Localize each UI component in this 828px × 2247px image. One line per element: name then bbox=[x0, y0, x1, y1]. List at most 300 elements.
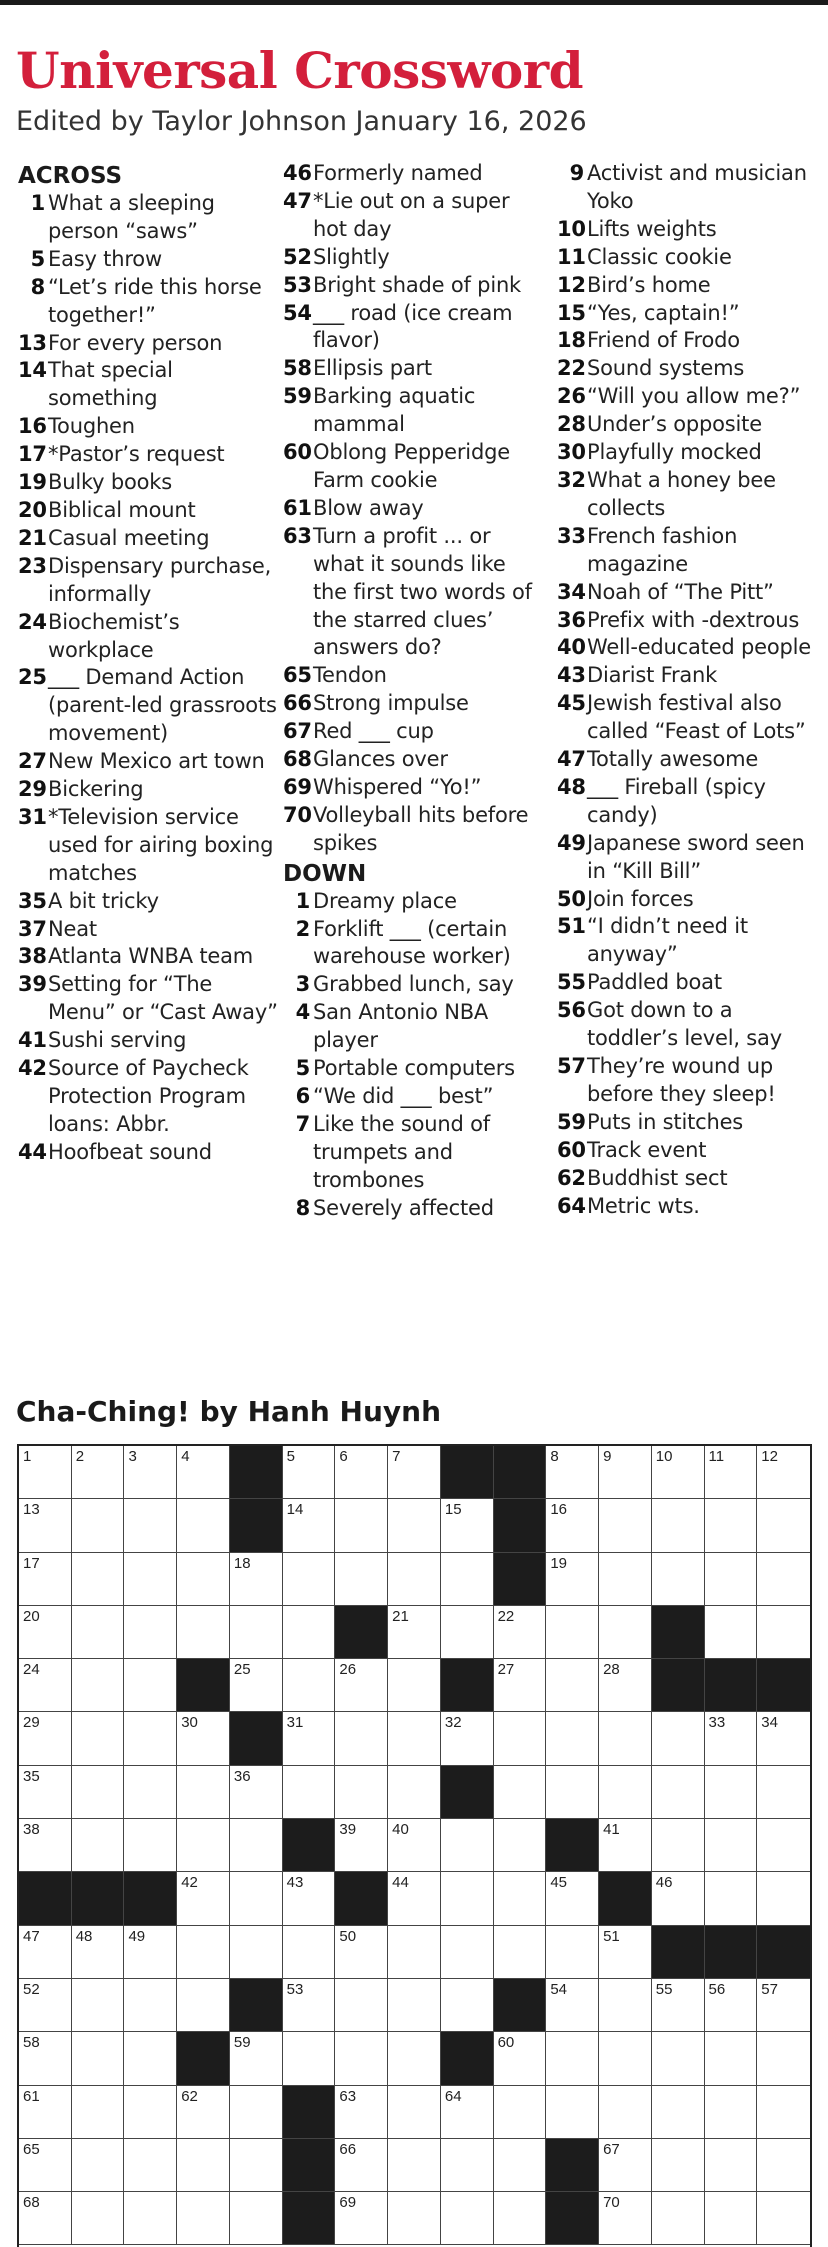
grid-cell[interactable] bbox=[283, 1872, 336, 1925]
clue-item[interactable] bbox=[557, 1193, 819, 1221]
clue-item[interactable] bbox=[18, 776, 280, 804]
grid-cell[interactable] bbox=[494, 1606, 547, 1659]
grid-cell[interactable] bbox=[494, 2032, 547, 2085]
grid-cell[interactable] bbox=[230, 2192, 283, 2245]
clue-item[interactable] bbox=[557, 216, 819, 244]
clue-item[interactable] bbox=[18, 553, 280, 609]
grid-cell[interactable] bbox=[19, 1766, 72, 1819]
clue-item[interactable] bbox=[557, 160, 819, 216]
clue-item[interactable] bbox=[283, 999, 545, 1055]
grid-cell[interactable] bbox=[441, 2086, 494, 2139]
grid-cell[interactable] bbox=[124, 2192, 177, 2245]
grid-cell[interactable] bbox=[441, 1926, 494, 1979]
grid-cell[interactable] bbox=[230, 1819, 283, 1872]
grid-cell[interactable] bbox=[177, 1606, 230, 1659]
clue-item[interactable] bbox=[18, 330, 280, 358]
clue-item[interactable] bbox=[557, 1053, 819, 1109]
grid-cell[interactable] bbox=[124, 2139, 177, 2192]
grid-cell[interactable] bbox=[388, 1872, 441, 1925]
grid-cell[interactable] bbox=[72, 2139, 125, 2192]
grid-cell[interactable] bbox=[494, 2086, 547, 2139]
clue-item[interactable] bbox=[557, 411, 819, 439]
clue-item[interactable] bbox=[18, 1027, 280, 1055]
grid-cell[interactable] bbox=[599, 1766, 652, 1819]
grid-cell[interactable] bbox=[177, 1979, 230, 2032]
clue-item[interactable] bbox=[18, 413, 280, 441]
grid-cell[interactable] bbox=[652, 1979, 705, 2032]
clue-item[interactable] bbox=[18, 357, 280, 413]
clue-item[interactable] bbox=[283, 495, 545, 523]
clue-item[interactable] bbox=[557, 300, 819, 328]
grid-cell[interactable] bbox=[72, 1712, 125, 1765]
grid-cell[interactable] bbox=[705, 2032, 758, 2085]
clue-item[interactable] bbox=[283, 916, 545, 972]
grid-cell[interactable] bbox=[652, 1446, 705, 1499]
clue-item[interactable] bbox=[557, 997, 819, 1053]
grid-cell[interactable] bbox=[546, 1606, 599, 1659]
grid-cell[interactable] bbox=[230, 1872, 283, 1925]
clue-item[interactable] bbox=[18, 1139, 280, 1167]
grid-cell[interactable] bbox=[705, 1872, 758, 1925]
clue-item[interactable] bbox=[557, 1137, 819, 1165]
clue-item[interactable] bbox=[557, 467, 819, 523]
grid-cell[interactable] bbox=[546, 1926, 599, 1979]
grid-cell[interactable] bbox=[546, 1872, 599, 1925]
clue-item[interactable] bbox=[557, 886, 819, 914]
grid-cell[interactable] bbox=[335, 1712, 388, 1765]
clue-item[interactable] bbox=[557, 327, 819, 355]
grid-cell[interactable] bbox=[441, 1979, 494, 2032]
grid-cell[interactable] bbox=[72, 1766, 125, 1819]
grid-cell[interactable] bbox=[388, 1819, 441, 1872]
grid-cell[interactable] bbox=[599, 2086, 652, 2139]
grid-cell[interactable] bbox=[652, 1553, 705, 1606]
clue-item[interactable] bbox=[18, 441, 280, 469]
grid-cell[interactable] bbox=[494, 1659, 547, 1712]
grid-cell[interactable] bbox=[441, 1553, 494, 1606]
grid-cell[interactable] bbox=[546, 1499, 599, 1552]
grid-cell[interactable] bbox=[652, 1872, 705, 1925]
grid-cell[interactable] bbox=[388, 1926, 441, 1979]
grid-cell[interactable] bbox=[546, 1712, 599, 1765]
grid-block bbox=[230, 1712, 283, 1765]
clue-item[interactable] bbox=[283, 774, 545, 802]
clue-item[interactable] bbox=[283, 272, 545, 300]
grid-cell[interactable] bbox=[72, 1979, 125, 2032]
grid-cell[interactable] bbox=[705, 1766, 758, 1819]
clue-item[interactable] bbox=[557, 746, 819, 774]
grid-cell[interactable] bbox=[599, 1979, 652, 2032]
clue-text: Blow away bbox=[313, 495, 424, 520]
grid-cell[interactable] bbox=[19, 1926, 72, 1979]
clue-item[interactable] bbox=[283, 523, 545, 663]
clue-item[interactable] bbox=[18, 609, 280, 665]
grid-cell[interactable] bbox=[124, 1553, 177, 1606]
grid-cell[interactable] bbox=[124, 2086, 177, 2139]
grid-cell[interactable] bbox=[705, 1446, 758, 1499]
grid-cell[interactable] bbox=[19, 1606, 72, 1659]
clue-number: 50 bbox=[557, 886, 586, 911]
grid-cell[interactable] bbox=[19, 1553, 72, 1606]
clue-item[interactable] bbox=[557, 272, 819, 300]
clue-item[interactable] bbox=[557, 579, 819, 607]
clue-item[interactable] bbox=[557, 244, 819, 272]
clue-item[interactable] bbox=[18, 274, 280, 330]
grid-block bbox=[494, 1446, 547, 1499]
grid-cell[interactable] bbox=[757, 1606, 810, 1659]
grid-cell[interactable] bbox=[177, 2192, 230, 2245]
grid-cell[interactable] bbox=[494, 1872, 547, 1925]
grid-cell[interactable] bbox=[283, 1606, 336, 1659]
clue-item[interactable] bbox=[557, 774, 819, 830]
clue-item[interactable] bbox=[283, 439, 545, 495]
clue-item[interactable] bbox=[557, 523, 819, 579]
grid-cell[interactable] bbox=[124, 1499, 177, 1552]
clue-item[interactable] bbox=[283, 355, 545, 383]
grid-cell[interactable] bbox=[177, 1872, 230, 1925]
grid-cell[interactable] bbox=[335, 1766, 388, 1819]
grid-cell[interactable] bbox=[652, 1712, 705, 1765]
grid-cell[interactable] bbox=[283, 2032, 336, 2085]
grid-cell[interactable] bbox=[19, 1659, 72, 1712]
clue-number: 21 bbox=[18, 525, 47, 550]
clue-text: San Antonio NBA player bbox=[313, 1000, 489, 1053]
grid-cell[interactable] bbox=[177, 1499, 230, 1552]
clue-item[interactable] bbox=[557, 969, 819, 997]
grid-cell[interactable] bbox=[388, 1979, 441, 2032]
grid-cell[interactable] bbox=[124, 1926, 177, 1979]
grid-cell[interactable] bbox=[705, 1712, 758, 1765]
grid-cell[interactable] bbox=[441, 1499, 494, 1552]
grid-cell[interactable] bbox=[757, 1979, 810, 2032]
grid-cell[interactable] bbox=[546, 1446, 599, 1499]
clue-item[interactable] bbox=[18, 1055, 280, 1139]
clue-item[interactable] bbox=[557, 1109, 819, 1137]
cell-number: 17 bbox=[23, 1554, 40, 1572]
clue-item[interactable] bbox=[18, 497, 280, 525]
grid-cell[interactable] bbox=[652, 1499, 705, 1552]
grid-cell[interactable] bbox=[599, 1606, 652, 1659]
grid-cell[interactable] bbox=[335, 2032, 388, 2085]
grid-cell[interactable] bbox=[72, 2086, 125, 2139]
grid-cell[interactable] bbox=[388, 1659, 441, 1712]
clue-number: 37 bbox=[18, 916, 47, 941]
grid-cell[interactable] bbox=[652, 2192, 705, 2245]
grid-cell[interactable] bbox=[546, 2086, 599, 2139]
grid-cell[interactable] bbox=[124, 1606, 177, 1659]
grid-cell[interactable] bbox=[19, 1446, 72, 1499]
clue-item[interactable] bbox=[283, 971, 545, 999]
grid-cell[interactable] bbox=[283, 1979, 336, 2032]
grid-cell[interactable] bbox=[177, 1926, 230, 1979]
grid-cell[interactable] bbox=[124, 1766, 177, 1819]
grid-cell[interactable] bbox=[757, 2032, 810, 2085]
grid-block bbox=[652, 1926, 705, 1979]
grid-cell[interactable] bbox=[757, 1872, 810, 1925]
grid-cell[interactable] bbox=[335, 1979, 388, 2032]
clue-item[interactable] bbox=[283, 244, 545, 272]
grid-cell[interactable] bbox=[388, 1606, 441, 1659]
clue-text: Japanese sword seen in “Kill Bill” bbox=[587, 830, 805, 883]
clue-number: 25 bbox=[18, 665, 47, 690]
grid-cell[interactable] bbox=[19, 2192, 72, 2245]
grid-cell[interactable] bbox=[388, 2086, 441, 2139]
grid-cell[interactable] bbox=[72, 1926, 125, 1979]
clue-item[interactable] bbox=[557, 1165, 819, 1193]
grid-cell[interactable] bbox=[441, 1872, 494, 1925]
grid-cell[interactable] bbox=[599, 2192, 652, 2245]
clue-item[interactable] bbox=[18, 804, 280, 888]
clue-item[interactable] bbox=[557, 439, 819, 467]
clue-item[interactable] bbox=[283, 300, 545, 356]
clue-item[interactable] bbox=[18, 943, 280, 971]
grid-cell[interactable] bbox=[335, 1499, 388, 1552]
grid-cell[interactable] bbox=[705, 2139, 758, 2192]
grid-cell[interactable] bbox=[546, 2032, 599, 2085]
grid-cell[interactable] bbox=[599, 1499, 652, 1552]
grid-cell[interactable] bbox=[19, 2139, 72, 2192]
clue-item[interactable] bbox=[283, 1083, 545, 1111]
grid-cell[interactable] bbox=[705, 1819, 758, 1872]
grid-cell[interactable] bbox=[388, 1712, 441, 1765]
grid-cell[interactable] bbox=[124, 1659, 177, 1712]
grid-cell[interactable] bbox=[19, 2032, 72, 2085]
clue-item[interactable] bbox=[557, 607, 819, 635]
grid-cell[interactable] bbox=[335, 2139, 388, 2192]
clue-item[interactable] bbox=[18, 469, 280, 497]
grid-cell[interactable] bbox=[72, 1659, 125, 1712]
clue-item[interactable] bbox=[18, 664, 280, 748]
grid-cell[interactable] bbox=[757, 1819, 810, 1872]
grid-cell[interactable] bbox=[388, 1553, 441, 1606]
grid-cell[interactable] bbox=[230, 2032, 283, 2085]
grid-cell[interactable] bbox=[177, 1446, 230, 1499]
grid-cell[interactable] bbox=[177, 1766, 230, 1819]
grid-cell[interactable] bbox=[177, 1819, 230, 1872]
grid-cell[interactable] bbox=[388, 2139, 441, 2192]
clue-text: Atlanta WNBA team bbox=[48, 944, 254, 969]
grid-cell[interactable] bbox=[177, 1553, 230, 1606]
clue-item[interactable] bbox=[18, 888, 280, 916]
grid-cell[interactable] bbox=[441, 1819, 494, 1872]
grid-cell[interactable] bbox=[19, 2086, 72, 2139]
grid-cell[interactable] bbox=[335, 1926, 388, 1979]
grid-cell[interactable] bbox=[546, 1979, 599, 2032]
grid-cell[interactable] bbox=[388, 1766, 441, 1819]
clue-text: Like the sound of trumpets and trombones bbox=[313, 1111, 490, 1192]
grid-cell[interactable] bbox=[652, 2086, 705, 2139]
grid-cell[interactable] bbox=[494, 1766, 547, 1819]
grid-cell[interactable] bbox=[72, 1606, 125, 1659]
grid-cell[interactable] bbox=[652, 2032, 705, 2085]
grid-cell[interactable] bbox=[72, 1499, 125, 1552]
grid-cell[interactable] bbox=[757, 1446, 810, 1499]
grid-cell[interactable] bbox=[335, 2192, 388, 2245]
grid-cell[interactable] bbox=[335, 1659, 388, 1712]
clue-item[interactable] bbox=[18, 916, 280, 944]
grid-cell[interactable] bbox=[388, 1499, 441, 1552]
clue-column-2 bbox=[283, 160, 545, 1223]
grid-cell[interactable] bbox=[494, 1712, 547, 1765]
grid-cell[interactable] bbox=[124, 1979, 177, 2032]
grid-cell[interactable] bbox=[599, 1553, 652, 1606]
grid-block bbox=[705, 1659, 758, 1712]
grid-cell[interactable] bbox=[705, 1606, 758, 1659]
cell-number: 4 bbox=[181, 1448, 190, 1465]
grid-cell[interactable] bbox=[757, 1712, 810, 1765]
grid-cell[interactable] bbox=[652, 1766, 705, 1819]
clue-text: For every person bbox=[48, 330, 223, 355]
grid-cell[interactable] bbox=[599, 1446, 652, 1499]
clue-item[interactable] bbox=[283, 746, 545, 774]
grid-cell[interactable] bbox=[19, 1979, 72, 2032]
grid-cell[interactable] bbox=[388, 2192, 441, 2245]
grid-cell[interactable] bbox=[757, 1499, 810, 1552]
grid-cell[interactable] bbox=[441, 1712, 494, 1765]
grid-cell[interactable] bbox=[124, 2032, 177, 2085]
grid-cell[interactable] bbox=[230, 2139, 283, 2192]
grid-cell[interactable] bbox=[230, 1926, 283, 1979]
clue-item[interactable] bbox=[557, 634, 819, 662]
clue-item[interactable] bbox=[283, 718, 545, 746]
grid-cell[interactable] bbox=[441, 1606, 494, 1659]
clue-item[interactable] bbox=[283, 662, 545, 690]
grid-cell[interactable] bbox=[494, 2192, 547, 2245]
clue-number: 1 bbox=[30, 191, 45, 215]
cell-number: 5 bbox=[286, 1448, 295, 1465]
grid-cell[interactable] bbox=[124, 1446, 177, 1499]
grid-cell[interactable] bbox=[599, 1926, 652, 1979]
grid-cell[interactable] bbox=[599, 1712, 652, 1765]
grid-cell[interactable] bbox=[757, 2192, 810, 2245]
grid-cell[interactable] bbox=[19, 1499, 72, 1552]
clue-item[interactable] bbox=[283, 690, 545, 718]
clue-item[interactable] bbox=[18, 190, 280, 246]
grid-cell[interactable] bbox=[72, 1819, 125, 1872]
clue-item[interactable] bbox=[283, 188, 545, 244]
clue-text: Sushi serving bbox=[48, 1028, 187, 1053]
grid-cell[interactable] bbox=[72, 1446, 125, 1499]
grid-block bbox=[441, 2032, 494, 2085]
grid-cell[interactable] bbox=[177, 2139, 230, 2192]
clue-number: 6 bbox=[295, 1084, 310, 1108]
grid-cell[interactable] bbox=[705, 1553, 758, 1606]
clue-item[interactable] bbox=[283, 160, 545, 188]
grid-cell[interactable] bbox=[72, 1553, 125, 1606]
grid-cell[interactable] bbox=[757, 1766, 810, 1819]
grid-cell[interactable] bbox=[335, 1446, 388, 1499]
grid-cell[interactable] bbox=[757, 2086, 810, 2139]
grid-cell[interactable] bbox=[494, 2139, 547, 2192]
grid-cell[interactable] bbox=[283, 1499, 336, 1552]
grid-cell[interactable] bbox=[335, 1553, 388, 1606]
grid-cell[interactable] bbox=[72, 2032, 125, 2085]
clue-item[interactable] bbox=[18, 971, 280, 1027]
grid-cell[interactable] bbox=[124, 1819, 177, 1872]
grid-block bbox=[230, 1446, 283, 1499]
grid-cell[interactable] bbox=[283, 1446, 336, 1499]
grid-cell[interactable] bbox=[599, 1659, 652, 1712]
grid-cell[interactable] bbox=[599, 1819, 652, 1872]
clue-item[interactable] bbox=[283, 802, 545, 858]
grid-cell[interactable] bbox=[599, 2032, 652, 2085]
grid-cell[interactable] bbox=[19, 1712, 72, 1765]
grid-cell[interactable] bbox=[230, 1606, 283, 1659]
clue-number: 26 bbox=[557, 384, 586, 409]
grid-cell[interactable] bbox=[124, 1712, 177, 1765]
grid-cell[interactable] bbox=[757, 1553, 810, 1606]
cell-number: 22 bbox=[497, 1607, 515, 1625]
grid-cell[interactable] bbox=[705, 1499, 758, 1552]
grid-cell[interactable] bbox=[177, 1712, 230, 1765]
clue-item[interactable] bbox=[18, 525, 280, 553]
cell-number: 7 bbox=[392, 1448, 401, 1465]
grid-cell[interactable] bbox=[546, 1553, 599, 1606]
clue-text: Puts in stitches bbox=[587, 1109, 744, 1134]
grid-cell[interactable] bbox=[230, 1659, 283, 1712]
grid-cell[interactable] bbox=[283, 1712, 336, 1765]
clue-item[interactable] bbox=[557, 830, 819, 886]
grid-cell[interactable] bbox=[177, 2086, 230, 2139]
grid-cell[interactable] bbox=[335, 1819, 388, 1872]
grid-cell[interactable] bbox=[72, 2192, 125, 2245]
clue-item[interactable] bbox=[283, 1111, 545, 1195]
clue-item[interactable] bbox=[283, 1055, 545, 1083]
grid-cell[interactable] bbox=[652, 2139, 705, 2192]
clue-number: 54 bbox=[283, 300, 312, 325]
grid-cell[interactable] bbox=[283, 1553, 336, 1606]
grid-cell[interactable] bbox=[599, 2139, 652, 2192]
grid-cell[interactable] bbox=[705, 2086, 758, 2139]
grid-cell[interactable] bbox=[441, 2139, 494, 2192]
grid-cell[interactable] bbox=[494, 1819, 547, 1872]
clue-item[interactable] bbox=[557, 383, 819, 411]
grid-cell[interactable] bbox=[335, 2086, 388, 2139]
grid-cell[interactable] bbox=[652, 1819, 705, 1872]
grid-cell[interactable] bbox=[388, 1446, 441, 1499]
clue-item[interactable] bbox=[283, 383, 545, 439]
clue-text: Ellipsis part bbox=[313, 356, 432, 381]
grid-cell[interactable] bbox=[230, 1766, 283, 1819]
grid-cell[interactable] bbox=[388, 2032, 441, 2085]
grid-cell[interactable] bbox=[546, 1766, 599, 1819]
grid-cell[interactable] bbox=[283, 1926, 336, 1979]
grid-cell[interactable] bbox=[546, 1659, 599, 1712]
clue-item[interactable] bbox=[18, 748, 280, 776]
grid-cell[interactable] bbox=[283, 1766, 336, 1819]
grid-cell[interactable] bbox=[494, 1926, 547, 1979]
grid-cell[interactable] bbox=[283, 1659, 336, 1712]
clue-number: 4 bbox=[295, 1000, 310, 1025]
grid-cell[interactable] bbox=[230, 2086, 283, 2139]
clue-item[interactable] bbox=[283, 888, 545, 916]
grid-block bbox=[283, 1819, 336, 1872]
clue-item[interactable] bbox=[557, 662, 819, 690]
grid-cell[interactable] bbox=[757, 2139, 810, 2192]
grid-cell[interactable] bbox=[705, 2192, 758, 2245]
grid-cell[interactable] bbox=[230, 1553, 283, 1606]
clue-item[interactable] bbox=[18, 246, 280, 274]
grid-cell[interactable] bbox=[441, 2192, 494, 2245]
clue-item[interactable] bbox=[557, 690, 819, 746]
clue-item[interactable] bbox=[557, 913, 819, 969]
clue-text: “Yes, captain!” bbox=[587, 300, 740, 325]
clue-item[interactable] bbox=[557, 355, 819, 383]
clue-item[interactable] bbox=[283, 1195, 545, 1223]
grid-cell[interactable] bbox=[19, 1819, 72, 1872]
grid-cell[interactable] bbox=[705, 1979, 758, 2032]
clue-number: 27 bbox=[18, 749, 47, 774]
